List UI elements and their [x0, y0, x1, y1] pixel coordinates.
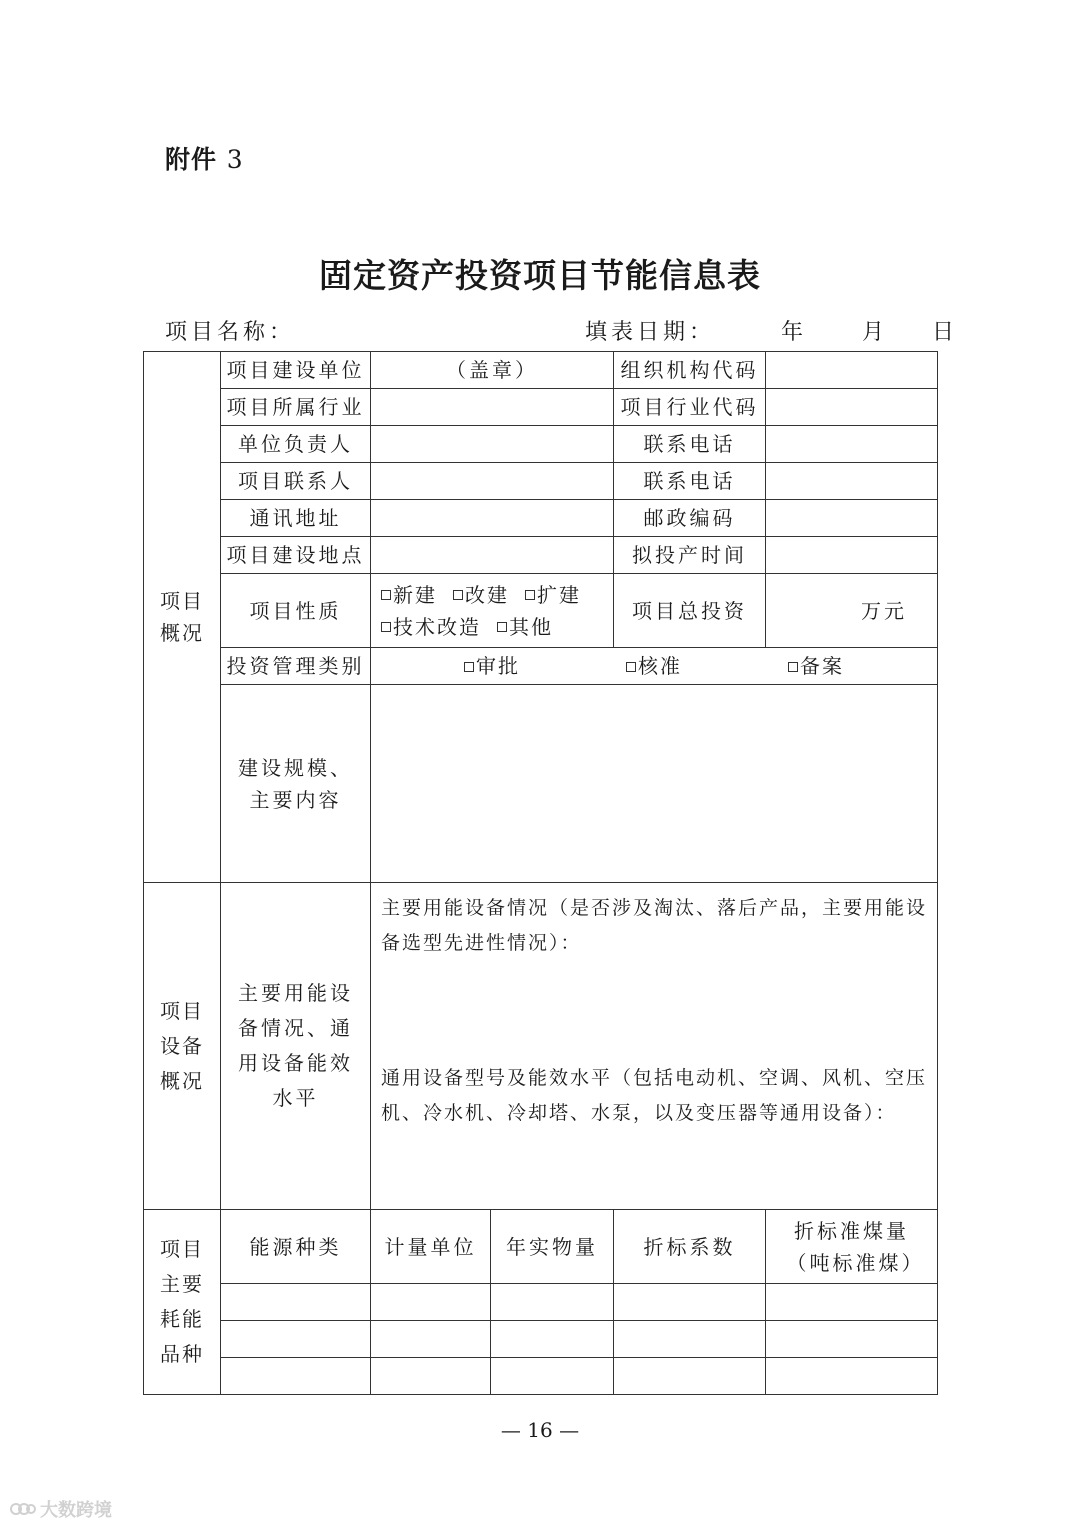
energy-cell[interactable] — [221, 1284, 371, 1321]
energy-cell[interactable] — [766, 1321, 938, 1358]
option-record[interactable]: 备案 — [788, 650, 844, 682]
nature-options — [371, 574, 614, 648]
option-approval[interactable]: 审批 — [464, 650, 520, 682]
industry-code-input[interactable] — [766, 389, 938, 426]
field-label: 项目所属行业 — [221, 389, 371, 426]
option-other[interactable]: 其他 — [497, 611, 553, 643]
field-label: 主要用能设备情况、通用设备能效水平 — [221, 883, 371, 1210]
watermark: 大数跨境 — [10, 1496, 112, 1522]
energy-cell[interactable] — [491, 1358, 614, 1395]
checkbox-icon[interactable] — [626, 662, 636, 672]
checkbox-icon[interactable] — [381, 590, 391, 600]
overview-section-label: 项目概况 — [144, 352, 221, 883]
unit-head-input[interactable] — [371, 426, 614, 463]
checkbox-icon[interactable] — [788, 662, 798, 672]
field-label: 通讯地址 — [221, 500, 371, 537]
checkbox-icon[interactable] — [497, 622, 507, 632]
unit-head-phone-input[interactable] — [766, 426, 938, 463]
month-label: 月 — [861, 320, 888, 345]
field-label: 邮政编码 — [614, 500, 766, 537]
logo-icon — [10, 1501, 36, 1517]
column-header: 年实物量 — [491, 1210, 614, 1284]
energy-cell[interactable] — [221, 1358, 371, 1395]
attachment-label: 附件 3 — [165, 145, 244, 174]
energy-section-label: 项目主要耗能品种 — [144, 1210, 221, 1395]
address-input[interactable] — [371, 500, 614, 537]
equipment-content[interactable] — [371, 883, 938, 1210]
construction-unit-input[interactable]: （盖章） — [371, 352, 614, 389]
energy-cell[interactable] — [766, 1284, 938, 1321]
field-label: 项目行业代码 — [614, 389, 766, 426]
checkbox-icon[interactable] — [453, 590, 463, 600]
contact-person-input[interactable] — [371, 463, 614, 500]
field-label: 项目联系人 — [221, 463, 371, 500]
column-header: 计量单位 — [371, 1210, 491, 1284]
equipment-section-label: 项目设备概况 — [144, 883, 221, 1210]
column-header: 折标准煤量（吨标准煤） — [766, 1210, 938, 1284]
checkbox-icon[interactable] — [464, 662, 474, 672]
energy-cell[interactable] — [614, 1321, 766, 1358]
checkbox-icon[interactable] — [381, 622, 391, 632]
energy-cell[interactable] — [614, 1358, 766, 1395]
production-date-input[interactable] — [766, 537, 938, 574]
industry-input[interactable] — [371, 389, 614, 426]
day-label: 日 — [931, 320, 958, 345]
field-label: 单位负责人 — [221, 426, 371, 463]
scale-content-input[interactable] — [371, 685, 938, 883]
field-label: 联系电话 — [614, 463, 766, 500]
total-investment-input[interactable]: 万元 — [766, 574, 938, 648]
field-label: 组织机构代码 — [614, 352, 766, 389]
postal-code-input[interactable] — [766, 500, 938, 537]
option-new[interactable]: 新建 — [381, 579, 437, 611]
energy-cell[interactable] — [221, 1321, 371, 1358]
checkbox-icon[interactable] — [525, 590, 535, 600]
column-header: 折标系数 — [614, 1210, 766, 1284]
field-label: 拟投产时间 — [614, 537, 766, 574]
energy-cell[interactable] — [491, 1284, 614, 1321]
energy-cell[interactable] — [491, 1321, 614, 1358]
contact-phone-input[interactable] — [766, 463, 938, 500]
field-label: 联系电话 — [614, 426, 766, 463]
project-name-label: 项目名称： — [165, 320, 296, 345]
energy-cell[interactable] — [371, 1358, 491, 1395]
field-label: 项目性质 — [221, 574, 371, 648]
field-label: 项目建设地点 — [221, 537, 371, 574]
option-rebuild[interactable]: 改建 — [453, 579, 509, 611]
main-equipment-text: 主要用能设备情况（是否涉及淘汰、落后产品，主要用能设备选型先进性情况）： — [381, 897, 928, 955]
mgmt-options — [371, 648, 938, 685]
energy-info-form — [143, 351, 938, 1395]
option-expand[interactable]: 扩建 — [525, 579, 581, 611]
page-title: 固定资产投资项目节能信息表 — [319, 256, 761, 295]
energy-cell[interactable] — [371, 1321, 491, 1358]
page-number: — 16 — — [500, 1418, 580, 1442]
site-input[interactable] — [371, 537, 614, 574]
field-label: 项目建设单位 — [221, 352, 371, 389]
option-tech-upgrade[interactable]: 技术改造 — [381, 611, 481, 643]
option-verify[interactable]: 核准 — [626, 650, 682, 682]
org-code-input[interactable] — [766, 352, 938, 389]
fill-date-label: 填表日期： — [585, 320, 716, 345]
field-label: 项目总投资 — [614, 574, 766, 648]
general-equipment-text: 通用设备型号及能效水平（包括电动机、空调、风机、空压机、冷水机、冷却塔、水泵，以及变压器等通用设备）： — [381, 1067, 928, 1125]
field-label: 建设规模、主要内容 — [221, 685, 371, 883]
field-label: 投资管理类别 — [221, 648, 371, 685]
energy-cell[interactable] — [614, 1284, 766, 1321]
column-header: 能源种类 — [221, 1210, 371, 1284]
energy-cell[interactable] — [371, 1284, 491, 1321]
year-label: 年 — [780, 320, 807, 345]
energy-cell[interactable] — [766, 1358, 938, 1395]
fill-date — [585, 315, 958, 346]
